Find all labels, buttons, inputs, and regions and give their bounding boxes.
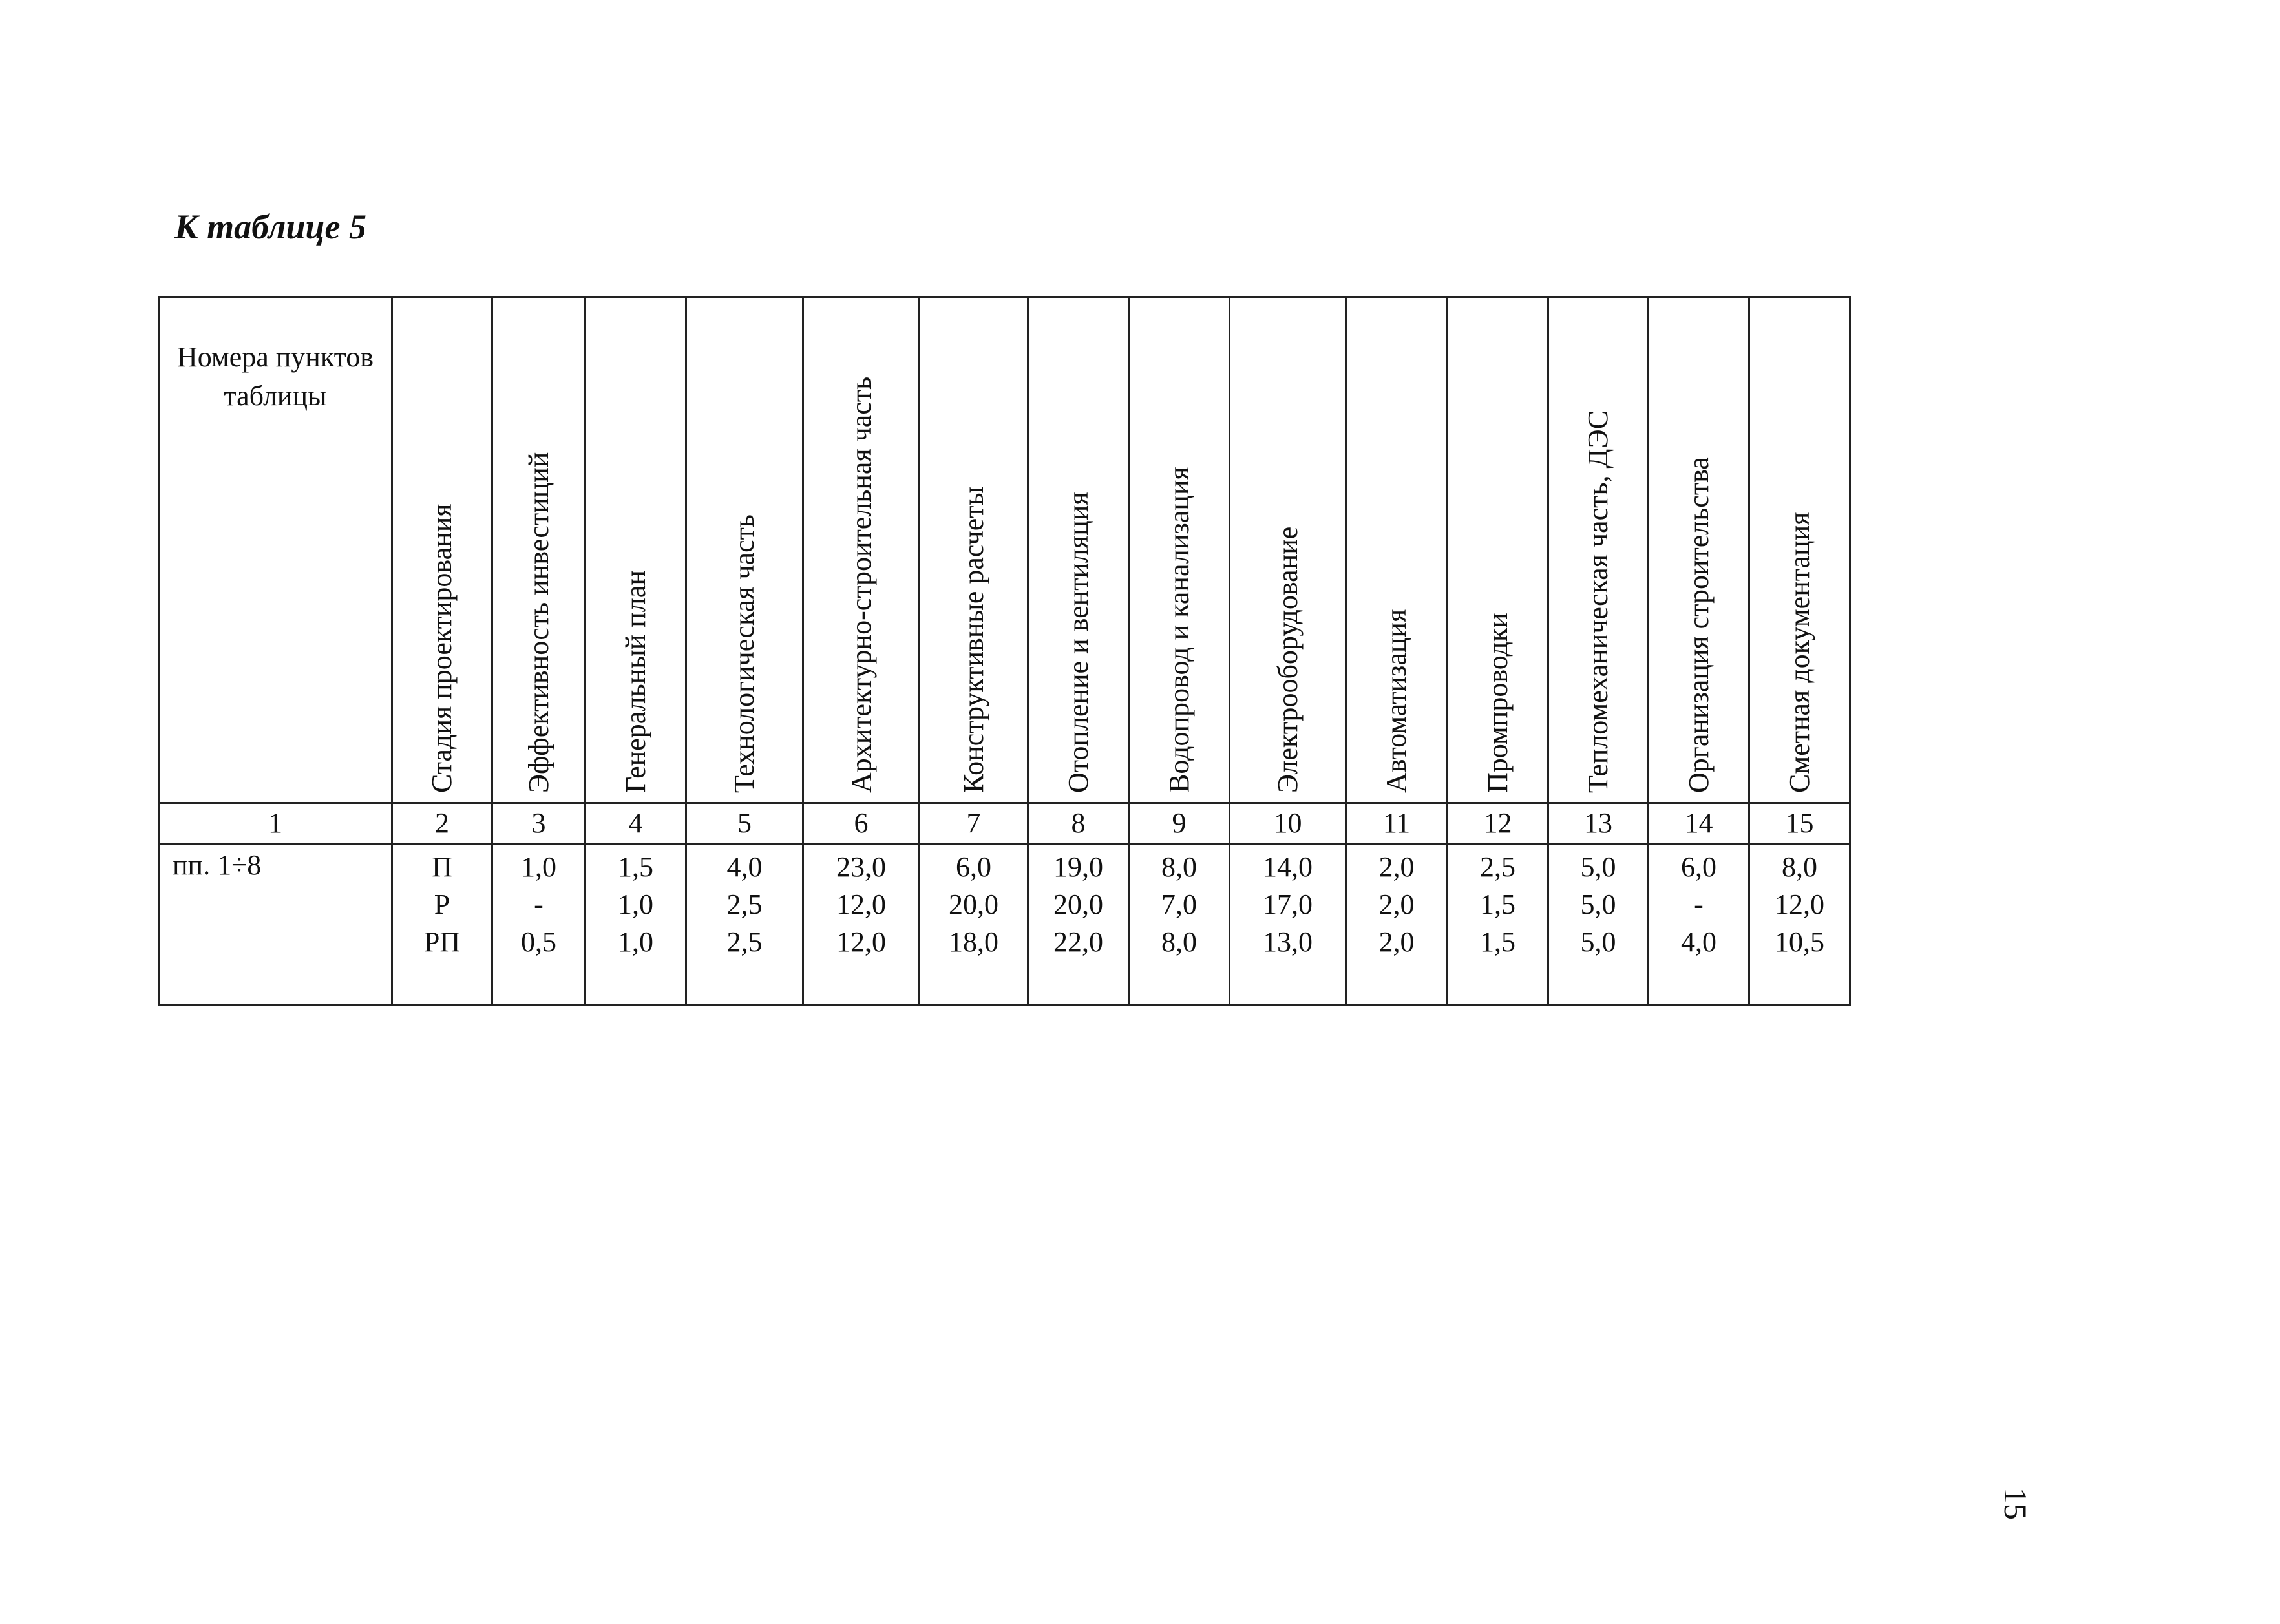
cell-value: 7,0 — [1161, 889, 1197, 920]
cell-value: 8,0 — [1161, 851, 1197, 883]
cell-value: 23,0 — [836, 851, 886, 883]
cell-value: - — [1694, 889, 1704, 920]
cell-value: 20,0 — [1053, 889, 1103, 920]
header-label: Сметная документация — [1783, 512, 1815, 793]
cell-value: П — [432, 851, 452, 883]
column-number: 4 — [586, 803, 686, 844]
column-number: 6 — [803, 803, 920, 844]
data-cell — [1448, 844, 1548, 1005]
header-label: Отопление и вентиляция — [1062, 492, 1094, 793]
column-number: 11 — [1346, 803, 1448, 844]
column-number: 3 — [492, 803, 586, 844]
cell-value: 8,0 — [1161, 926, 1197, 958]
header-label: Электрооборудование — [1271, 526, 1304, 793]
header-cell — [586, 297, 686, 803]
cell-value: 2,5 — [1480, 851, 1515, 883]
column-number: 9 — [1129, 803, 1230, 844]
column-number: 15 — [1749, 803, 1850, 844]
header-cell — [492, 297, 586, 803]
header-row — [159, 297, 1850, 803]
cell-value: 1,5 — [1480, 889, 1515, 920]
header-label: Промпроводки — [1481, 613, 1514, 793]
header-cell — [1346, 297, 1448, 803]
data-cell — [1230, 844, 1346, 1005]
cell-value: 17,0 — [1263, 889, 1313, 920]
header-cell — [1749, 297, 1850, 803]
column-number: 14 — [1649, 803, 1749, 844]
cell-value: 4,0 — [1681, 926, 1716, 958]
cell-value: 18,0 — [949, 926, 998, 958]
data-cell — [803, 844, 920, 1005]
header-label: Стадия проектирования — [426, 503, 458, 793]
cell-value: 2,0 — [1378, 851, 1415, 883]
data-cell — [1028, 844, 1129, 1005]
cell-value: 22,0 — [1053, 926, 1103, 958]
cell-value: РП — [423, 926, 461, 958]
header-cell — [1649, 297, 1749, 803]
cell-value: 5,0 — [1580, 851, 1616, 883]
data-cell — [392, 844, 492, 1005]
header-label: Тепломеханическая часть, ДЭС — [1582, 410, 1614, 793]
cell-value: 4,0 — [726, 851, 763, 883]
data-cell — [1649, 844, 1749, 1005]
data-cell — [492, 844, 586, 1005]
cell-value: 12,0 — [836, 889, 886, 920]
cell-value: 12,0 — [836, 926, 886, 958]
data-cell — [686, 844, 803, 1005]
cell-value: 6,0 — [1681, 851, 1716, 883]
page-number: 15 — [1998, 1488, 2034, 1520]
cell-value: 2,0 — [1378, 889, 1415, 920]
header-cell — [1448, 297, 1548, 803]
row-label: пп. 1÷8 — [159, 844, 392, 1005]
header-cell — [920, 297, 1028, 803]
cell-value: 12,0 — [1775, 889, 1824, 920]
cell-value: 1,5 — [1480, 926, 1515, 958]
header-cell — [1129, 297, 1230, 803]
header-cell — [1028, 297, 1129, 803]
header-label: Генеральный план — [619, 570, 651, 793]
cell-value: 5,0 — [1580, 889, 1616, 920]
cell-value: 14,0 — [1263, 851, 1313, 883]
header-label: Эффективность инвестиций — [522, 452, 554, 793]
column-number: 13 — [1548, 803, 1649, 844]
column-number: 7 — [920, 803, 1028, 844]
header-cell — [392, 297, 492, 803]
column-number: 5 — [686, 803, 803, 844]
cell-value: 2,5 — [726, 926, 763, 958]
header-cell — [1230, 297, 1346, 803]
header-cell-row-numbers: Номера пунктов таблицы — [159, 297, 392, 803]
table-row — [159, 844, 1850, 1005]
data-cell — [586, 844, 686, 1005]
column-number-row — [159, 803, 1850, 844]
cell-value: 0,5 — [521, 926, 556, 958]
column-number: 12 — [1448, 803, 1548, 844]
cell-value: 2,0 — [1378, 926, 1415, 958]
column-number: 8 — [1028, 803, 1129, 844]
cell-value: 10,5 — [1775, 926, 1824, 958]
column-number: 10 — [1230, 803, 1346, 844]
cell-value: 8,0 — [1782, 851, 1817, 883]
cell-value: 19,0 — [1053, 851, 1103, 883]
data-cell — [1346, 844, 1448, 1005]
header-label: Конструктивные расчеты — [957, 486, 989, 793]
column-number: 2 — [392, 803, 492, 844]
cell-value: Р — [434, 889, 450, 920]
header-label: Автоматизация — [1380, 609, 1412, 793]
cell-value: 13,0 — [1263, 926, 1313, 958]
data-cell — [1749, 844, 1850, 1005]
page-title: К таблице 5 — [174, 207, 366, 246]
header-cell — [803, 297, 920, 803]
header-label: Организация строительства — [1682, 457, 1715, 793]
cell-value: 1,5 — [618, 851, 653, 883]
cell-value: - — [534, 889, 544, 920]
cell-value: 2,5 — [726, 889, 763, 920]
cell-value: 20,0 — [949, 889, 998, 920]
cell-value: 1,0 — [521, 851, 556, 883]
header-cell — [686, 297, 803, 803]
cell-value: 5,0 — [1580, 926, 1616, 958]
header-label: Водопровод и канализация — [1163, 467, 1195, 793]
header-label: Архитектурно-строительная часть — [845, 376, 877, 793]
data-cell — [920, 844, 1028, 1005]
column-number: 1 — [159, 803, 392, 844]
cell-value: 1,0 — [618, 889, 653, 920]
cell-value: 1,0 — [618, 926, 653, 958]
header-cell — [1548, 297, 1649, 803]
cell-value: 6,0 — [956, 851, 991, 883]
data-cell — [1548, 844, 1649, 1005]
header-label: Технологическая часть — [728, 514, 760, 793]
data-table — [158, 296, 1851, 1006]
data-cell — [1129, 844, 1230, 1005]
